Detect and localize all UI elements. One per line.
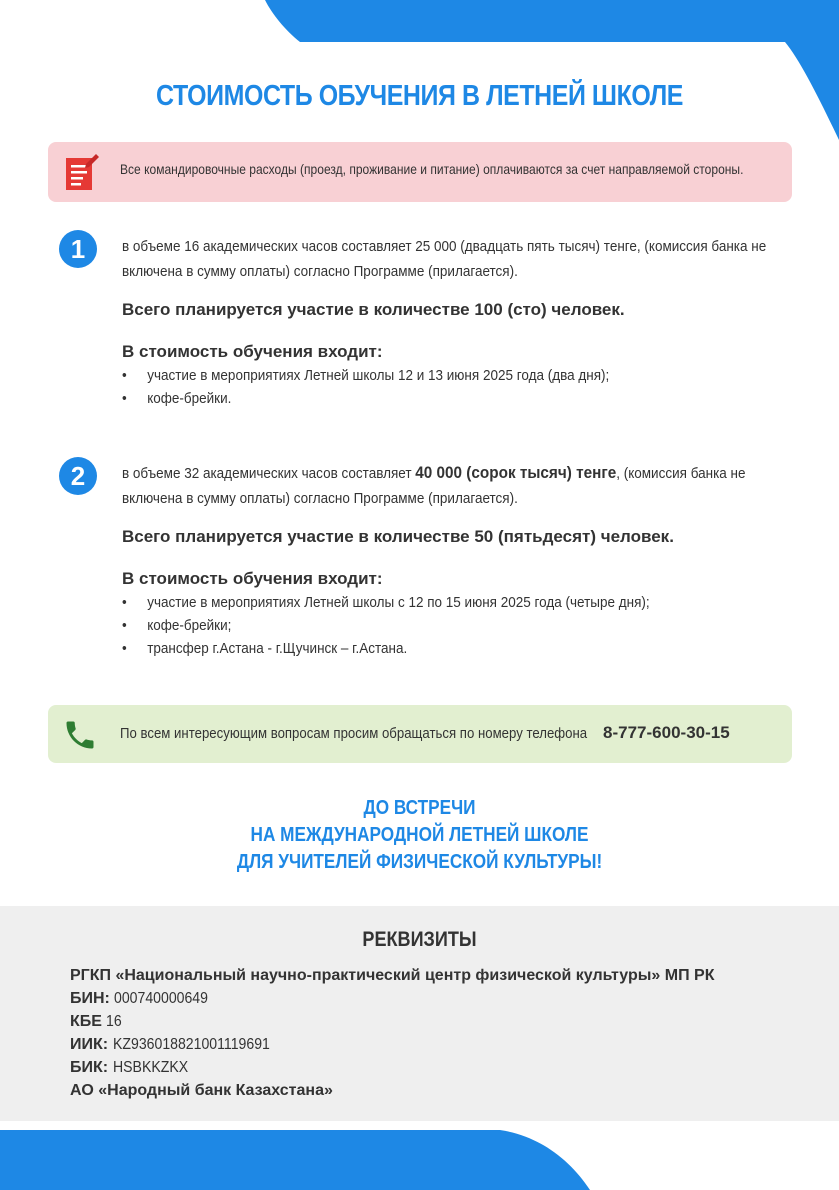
notice-text: Все командировочные расходы (проезд, проживание и питание) оплачиваются за счет направляемой стороны. xyxy=(120,161,744,177)
contact-box xyxy=(48,705,792,763)
option-2-includes-list xyxy=(122,591,802,660)
option-1-total: Всего планируется участие в количестве 100 (сто) человек. xyxy=(122,300,625,319)
list-item: • кофе-брейки; xyxy=(122,614,734,637)
bottom-decoration xyxy=(0,1130,839,1190)
option-2-description: в объеме 32 академических часов составляет 40 000 (сорок тысяч) тенге, (комиссия банка не включена в сумму оплаты) согласно Программе (прилагается). xyxy=(122,463,746,507)
farewell-message: ДО ВСТРЕЧИ НА МЕЖДУНАРОДНОЙ ЛЕТНЕЙ ШКОЛЕ ДЛЯ УЧИТЕЛЕЙ ФИЗИЧЕСКОЙ КУЛЬТУРЫ! xyxy=(236,797,603,873)
requisites-title: РЕКВИЗИТЫ xyxy=(362,928,477,951)
option-2-price: 40 000 (сорок тысяч) тенге xyxy=(415,463,617,482)
top-decoration xyxy=(0,0,839,140)
option-2 xyxy=(122,460,802,660)
expenses-notice xyxy=(48,142,792,202)
document-icon xyxy=(62,152,100,192)
list-item: • кофе-брейки. xyxy=(122,387,734,410)
option-1-includes-list xyxy=(122,364,802,410)
requisites-details xyxy=(70,964,810,1102)
phone-icon xyxy=(62,717,98,753)
phone-number[interactable]: 8-777-600-30-15 xyxy=(603,723,730,742)
option-2-total: Всего планируется участие в количестве 50 (пятьдесят) человек. xyxy=(122,527,674,546)
option-1-description: в объеме 16 академических часов составляет 25 000 (двадцать пять тысяч) тенге, (комиссия банка не включена в сумму оплаты) согласно Программе (прилагается). xyxy=(122,238,767,280)
iik-row: ИИК: KZ936018821001119691 xyxy=(70,1036,270,1053)
list-item: • участие в мероприятиях Летней школы с 12 по 15 июня 2025 года (четыре дня); xyxy=(122,591,734,614)
bank-name: АО «Народный банк Казахстана» xyxy=(70,1082,333,1099)
list-item: • участие в мероприятиях Летней школы 12 и 13 июня 2025 года (два дня); xyxy=(122,364,734,387)
kbe-row: КБЕ 16 xyxy=(70,1013,123,1030)
option-2-badge: 2 xyxy=(59,457,97,495)
option-1-includes-title: В стоимость обучения входит: xyxy=(122,342,383,361)
contact-label: По всем интересующим вопросам просим обращаться по номеру телефона xyxy=(120,725,588,742)
option-1 xyxy=(122,234,802,410)
page-title: СТОИМОСТЬ ОБУЧЕНИЯ В ЛЕТНЕЙ ШКОЛЕ xyxy=(156,80,683,112)
option-2-includes-title: В стоимость обучения входит: xyxy=(122,569,383,588)
contact-text xyxy=(120,723,730,743)
option-1-badge: 1 xyxy=(59,230,97,268)
bin-row: БИН: 000740000649 xyxy=(70,990,209,1007)
requisites-section xyxy=(0,906,839,1121)
organization-name: РГКП «Национальный научно-практический центр физической культуры» МП РК xyxy=(70,967,715,984)
bik-row: БИК: HSBKKZKX xyxy=(70,1059,188,1076)
list-item: • трансфер г.Астана - г.Щучинск – г.Астана. xyxy=(122,637,734,660)
